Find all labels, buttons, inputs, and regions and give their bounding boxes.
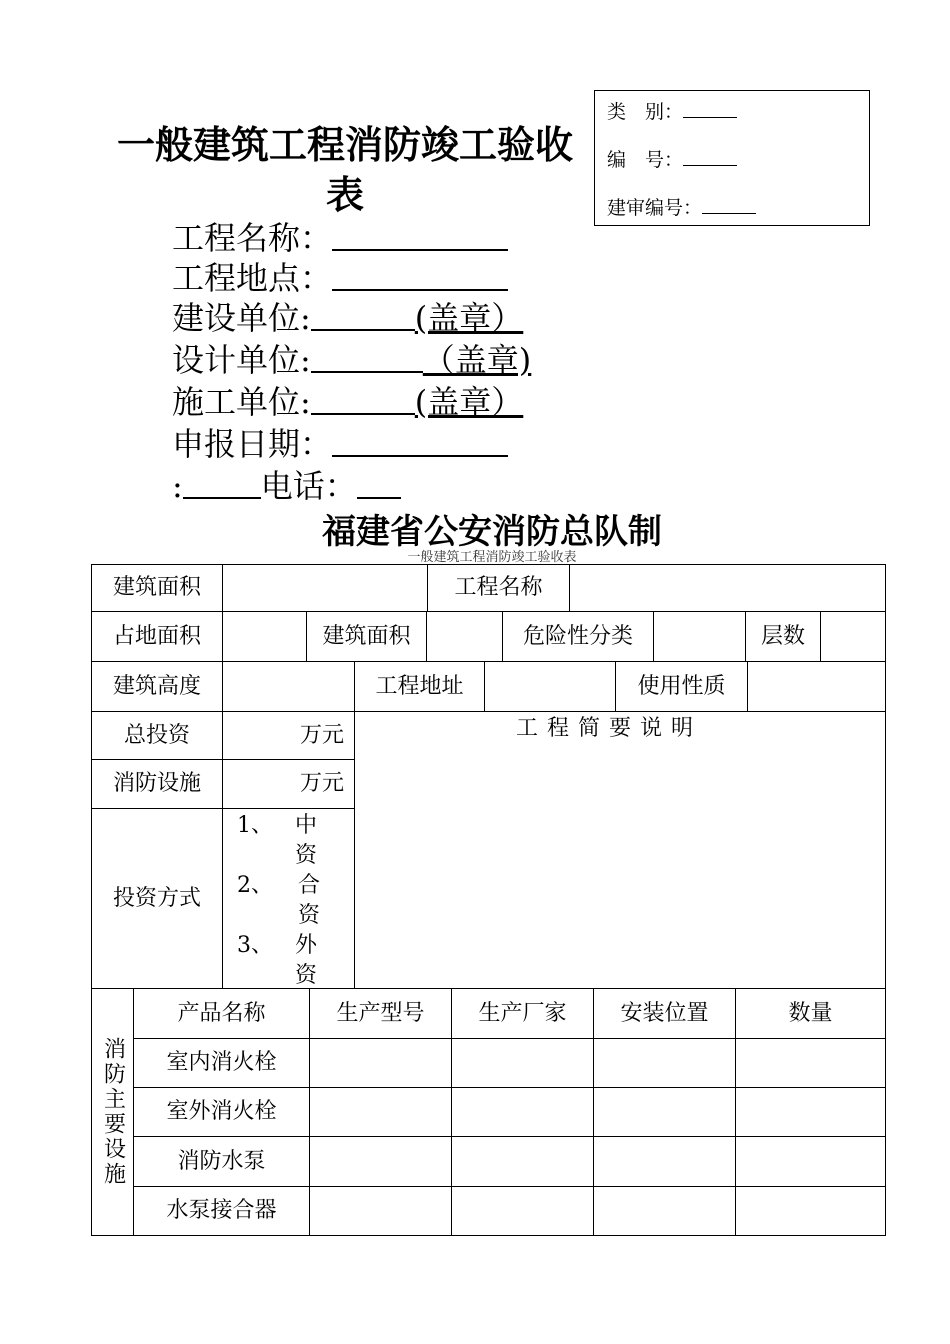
total-investment-unit: 万元 bbox=[299, 722, 344, 748]
review-number-label: 建审编号： bbox=[607, 197, 703, 219]
contact-field[interactable] bbox=[183, 467, 261, 499]
building-area-label: 建筑面积 bbox=[91, 564, 223, 612]
category-field[interactable] bbox=[683, 99, 737, 118]
classification-box bbox=[594, 90, 870, 226]
designer-field[interactable] bbox=[311, 341, 423, 373]
facility-row-1-name: 室内消火栓 bbox=[133, 1038, 310, 1088]
project-site-field[interactable] bbox=[332, 259, 508, 291]
facility-row-2-manufacturer[interactable] bbox=[451, 1087, 594, 1137]
project-site-line bbox=[172, 258, 508, 298]
floors-value[interactable] bbox=[820, 611, 886, 662]
number-label: 编 号： bbox=[607, 149, 684, 171]
building-area-value-2[interactable] bbox=[426, 611, 503, 662]
building-height-label: 建筑高度 bbox=[91, 661, 223, 712]
facility-row-3-model[interactable] bbox=[309, 1136, 452, 1187]
header-location: 安装位置 bbox=[593, 988, 736, 1039]
report-date-line bbox=[172, 424, 508, 464]
header-model: 生产型号 bbox=[309, 988, 452, 1039]
report-date-label: 申报日期： bbox=[172, 425, 333, 463]
facility-row-1-model[interactable] bbox=[309, 1038, 452, 1088]
facility-row-4-quantity[interactable] bbox=[735, 1186, 886, 1236]
designer-seal: （盖章) bbox=[422, 341, 532, 379]
builder-field[interactable] bbox=[311, 299, 415, 331]
investment-option-3[interactable]: 3、 外 资 bbox=[223, 931, 354, 991]
building-height-value[interactable] bbox=[222, 661, 355, 712]
fire-facilities-value[interactable] bbox=[222, 759, 355, 809]
constructor-seal: (盖章） bbox=[414, 383, 524, 421]
project-name-label: 工程名称： bbox=[172, 219, 333, 257]
main-facilities-text: 消防主要设施 bbox=[100, 1037, 126, 1187]
facility-row-1-quantity[interactable] bbox=[735, 1038, 886, 1088]
facility-row-3-quantity[interactable] bbox=[735, 1136, 886, 1187]
facility-row-2-quantity[interactable] bbox=[735, 1087, 886, 1137]
constructor-label: 施工单位: bbox=[172, 383, 311, 421]
phone-label: 电话： bbox=[260, 467, 357, 505]
facility-row-2-location[interactable] bbox=[593, 1087, 736, 1137]
use-nature-label: 使用性质 bbox=[615, 661, 748, 712]
facility-row-3-location[interactable] bbox=[593, 1136, 736, 1187]
constructor-field[interactable] bbox=[311, 383, 415, 415]
builder-seal: (盖章） bbox=[414, 299, 524, 337]
number-field[interactable] bbox=[683, 147, 737, 166]
project-name-value[interactable] bbox=[569, 564, 886, 612]
fire-facilities-label: 消防设施 bbox=[91, 759, 223, 809]
facility-row-2-model[interactable] bbox=[309, 1087, 452, 1137]
constructor-line bbox=[172, 382, 523, 422]
facility-row-4-name: 水泵接合器 bbox=[133, 1186, 310, 1236]
total-investment-label: 总投资 bbox=[91, 711, 223, 760]
land-area-value[interactable] bbox=[222, 611, 307, 662]
project-name-line bbox=[172, 218, 508, 258]
project-name-field[interactable] bbox=[332, 219, 508, 251]
header-manufacturer: 生产厂家 bbox=[451, 988, 594, 1039]
use-nature-value[interactable] bbox=[747, 661, 886, 712]
designer-line bbox=[172, 340, 531, 380]
organization: 福建省公安消防总队制 bbox=[322, 512, 662, 552]
investment-option-2-label: 合 资 bbox=[297, 873, 320, 928]
investment-mode-options bbox=[222, 808, 355, 989]
facility-row-3-manufacturer[interactable] bbox=[451, 1136, 594, 1187]
investment-option-1-label: 中 资 bbox=[294, 813, 317, 868]
report-date-field[interactable] bbox=[332, 425, 508, 457]
investment-mode-label: 投资方式 bbox=[91, 808, 223, 989]
project-address-label: 工程地址 bbox=[354, 661, 485, 712]
page-title: 一般建筑工程消防竣工验收表 bbox=[116, 122, 573, 217]
project-name-header: 工程名称 bbox=[427, 564, 570, 612]
facility-row-2-name: 室外消火栓 bbox=[133, 1087, 310, 1137]
category-label: 类 别： bbox=[607, 101, 684, 123]
project-summary[interactable] bbox=[354, 711, 886, 989]
fire-facilities-unit: 万元 bbox=[299, 771, 344, 796]
header-product-name: 产品名称 bbox=[133, 988, 310, 1039]
contact-line bbox=[172, 466, 401, 506]
investment-option-1[interactable]: 1、 中 资 bbox=[223, 811, 354, 871]
category-row bbox=[607, 97, 737, 124]
hazard-class-label: 危险性分类 bbox=[502, 611, 654, 662]
building-area-value[interactable] bbox=[222, 564, 428, 612]
investment-option-3-label: 外 资 bbox=[294, 933, 317, 988]
facility-row-4-manufacturer[interactable] bbox=[451, 1186, 594, 1236]
building-area-label-2: 建筑面积 bbox=[306, 611, 427, 662]
facility-row-1-location[interactable] bbox=[593, 1038, 736, 1088]
designer-label: 设计单位: bbox=[172, 341, 311, 379]
phone-field[interactable] bbox=[357, 467, 401, 499]
builder-label: 建设单位: bbox=[172, 299, 311, 337]
table-caption: 一般建筑工程消防竣工验收表 bbox=[407, 550, 577, 565]
facility-row-1-manufacturer[interactable] bbox=[451, 1038, 594, 1088]
review-number-row bbox=[607, 193, 756, 220]
main-facilities-label bbox=[91, 988, 134, 1236]
land-area-label: 占地面积 bbox=[91, 611, 223, 662]
project-address-value[interactable] bbox=[484, 661, 616, 712]
investment-option-2[interactable]: 2、 合 资 bbox=[223, 871, 354, 931]
builder-line bbox=[172, 298, 523, 338]
number-row bbox=[607, 145, 737, 172]
facility-row-3-name: 消防水泵 bbox=[133, 1136, 310, 1187]
hazard-class-value[interactable] bbox=[653, 611, 746, 662]
project-summary-label: 工 程 简 要 说 明 bbox=[516, 716, 694, 741]
project-site-label: 工程地点： bbox=[172, 259, 333, 297]
review-number-field[interactable] bbox=[702, 195, 756, 214]
floors-label: 层数 bbox=[745, 611, 821, 662]
facility-row-4-model[interactable] bbox=[309, 1186, 452, 1236]
facility-row-4-location[interactable] bbox=[593, 1186, 736, 1236]
header-quantity: 数量 bbox=[735, 988, 886, 1039]
total-investment-value[interactable] bbox=[222, 711, 355, 760]
contact-prefix: : bbox=[172, 467, 183, 505]
